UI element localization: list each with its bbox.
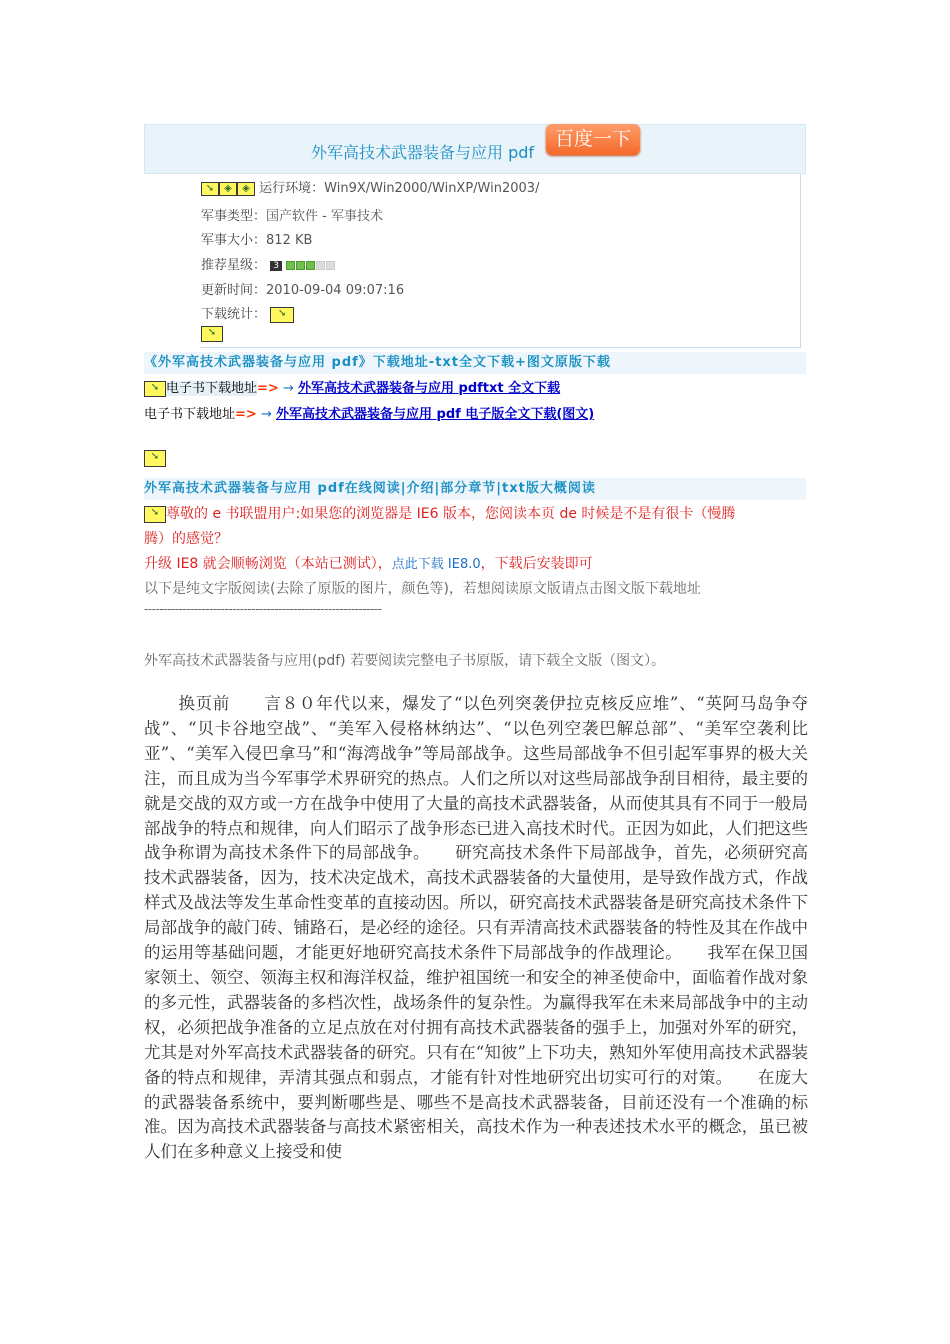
intro-text: 外军高技术武器装备与应用(pdf) 若要阅读完整电子书原版，请下载全文版（图文）。 [144, 653, 666, 669]
rating-stars [286, 258, 336, 273]
star-filled-icon [306, 261, 315, 270]
notice-line-2: 腾）的感觉？ [144, 531, 228, 547]
ie8-download-link[interactable]: 点此下载 IE8.0 [391, 557, 481, 572]
download-icon: ➘ [201, 182, 219, 196]
download-icon-row [201, 326, 223, 342]
upgrade-text: 升级 IE8 就会顺畅浏览（本站已测试）， [144, 556, 392, 572]
divider: -------------------------------------------------------------- [144, 602, 382, 616]
download-label: 电子书下载地址 [166, 381, 258, 396]
upgrade-line [144, 553, 593, 573]
size-row [201, 229, 312, 248]
download-icon[interactable]: ➘ [144, 450, 166, 467]
rating-row [201, 254, 336, 273]
type-row [201, 205, 383, 224]
page-title: 外军高技术武器装备与应用 pdf [311, 143, 535, 162]
rating-number: 3 [270, 261, 282, 271]
notice-line-1 [144, 503, 735, 523]
arrow-icon: => [257, 381, 279, 396]
update-value: 2010-09-04 09:07:16 [266, 283, 405, 298]
article-body: 换页前 言８０年代以来，爆发了“以色列突袭伊拉克核反应堆”、“英阿马岛争夺战”、“贝卡谷地空战”、“美军入侵格林纳达”、“以色列空袭巴解总部”、“美军空袭利比亚”、“美军入侵巴拿马”和“海湾战争”等局部战争。这些局部战争不但引起军事界的极大关注，而且成为当今军事学术界研究的热点。人们之所以对这些局部战争刮目相待，最主要的就是交战的双方或一方在战争中使用了大量的高技术武器装备，从而使其具有不同于一般局部战争的特点和规律，向人们昭示了战争形态已进入高技术时代。正因为如此，人们把这些战争称谓为高技术条件下的局部战争。 研究高技术条件下局部战争，首先，必须研究高技术武器装备，因为，技术决定战术，高技术武器装备的大量使用，是导致作战方式，作战样式及战法等发生革命性变革的直接动因。所以，研究高技术武器装备是研究高技术条件下局部战争的敲门砖、铺路石，是必经的途径。只有弄清高技术武器装备的特性及其在作战中的运用等基础问题，才能更好地研究高技术条件下局部战争的作战理论。 我军在保卫国家领土、领空、领海主权和海洋权益，维护祖国统一和安全的神圣使命中，面临着作战对象的多元性，武器装备的多档次性，战场条件的复杂性。为赢得我军在未来局部战争中的主动权，必须把战争准备的立足点放在对付拥有高技术武器装备的强手上，加强对外军的研究，尤其是对外军高技术武器装备的研究。只有在“知彼”上下功夫，熟知外军使用高技术武器装备的特点和规律，弄清其强点和弱点，才能有针对性地研究出切实可行的对策。 在庞大的武器装备系统中，要判断哪些是、哪些不是高技术武器装备，目前还没有一个准确的标准。因为高技术武器装备与高技术紧密相关，高技术作为一种表述技术水平的概念，虽已被人们在多种意义上接受和使 [144, 694, 808, 1162]
update-row [201, 279, 404, 298]
title-bar [144, 124, 806, 174]
env-value: Win9X/Win2000/WinXP/Win2003/ [324, 181, 540, 196]
pdf-download-link[interactable]: 外军高技术武器装备与应用 pdf 电子版全文下载(图文) [276, 407, 595, 422]
size-label: 军事大小： [201, 233, 267, 248]
env-row [201, 177, 539, 196]
baidu-search-button[interactable]: 百度一下 [546, 124, 640, 155]
download-icon: ➘ [144, 506, 166, 523]
icon-row [144, 450, 166, 467]
download-icon: ➘ [270, 307, 294, 323]
diamond-icon: ◈ [219, 182, 237, 196]
download-row-2 [144, 403, 594, 422]
download-icon: ➘ [144, 381, 166, 397]
env-label: 运行环境： [259, 181, 325, 196]
download-section-title: 《外军高技术武器装备与应用 pdf》下载地址-txt全文下载+图文原版下载 [144, 352, 806, 374]
upgrade-suffix: ，下载后安装即可 [480, 556, 593, 572]
update-label: 更新时间： [201, 283, 267, 298]
download-row-1 [144, 377, 560, 397]
diamond-icon: ◈ [237, 182, 255, 196]
rating-label: 推荐星级： [201, 258, 267, 273]
star-empty-icon [326, 261, 335, 270]
arrow-right-icon: → [282, 381, 294, 396]
arrow-icon: => [235, 407, 257, 422]
star-filled-icon [296, 261, 305, 270]
star-empty-icon [316, 261, 325, 270]
txt-download-link[interactable]: 外军高技术武器装备与应用 pdftxt 全文下载 [298, 381, 561, 396]
stats-label: 下载统计： [201, 307, 267, 322]
type-value: 国产软件 - 军事技术 [266, 209, 383, 224]
star-filled-icon [286, 261, 295, 270]
plain-text-note: 以下是纯文字版阅读(去除了原版的图片，颜色等)，若想阅读原文版请点击图文版下载地址 [144, 581, 701, 597]
stats-row [201, 303, 294, 323]
notice-text: 尊敬的 e 书联盟用户:如果您的浏览器是 IE6 版本，您阅读本页 de 时候是不是有很卡（慢腾 [166, 506, 736, 522]
download-icon[interactable]: ➘ [201, 326, 223, 342]
type-label: 军事类型： [201, 209, 267, 224]
arrow-right-icon: → [260, 407, 272, 422]
size-value: 812 KB [266, 233, 313, 248]
download-label: 电子书下载地址 [144, 407, 236, 422]
read-section-title: 外军高技术武器装备与应用 pdf在线阅读|介绍|部分章节|txt版大概阅读 [144, 478, 806, 500]
